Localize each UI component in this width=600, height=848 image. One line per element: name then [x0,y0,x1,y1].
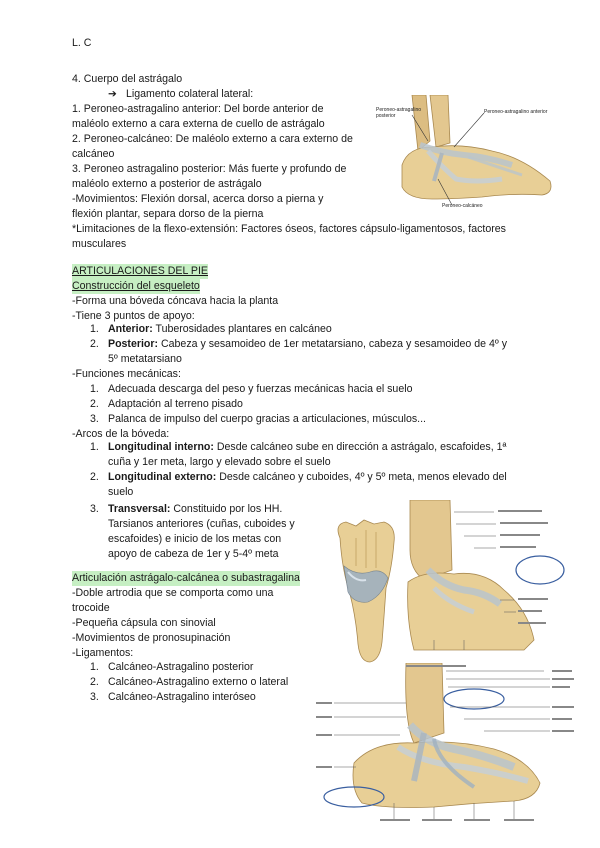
list-number: 3. [90,691,99,703]
text-line: -Tiene 3 puntos de apoyo: [72,310,195,322]
text-line: flexión plantar, separa dorso de la pierna [72,208,264,220]
text-line: 2. Peroneo-calcáneo: De maléolo externo a cara externo de [72,133,353,145]
list-item-term: Transversal: [108,503,171,515]
list-item [108,337,507,352]
figure-label: Peroneo-calcáneo [442,203,483,209]
list-number: 1. [90,441,99,453]
medial-ligaments-illustration [314,663,576,823]
list-item-text: Desde calcáneo sube en dirección a astrágalo, escafoides, 1ª [213,441,507,453]
text-line: maléolo externo a cara externa de cuello de astrágalo [72,118,325,130]
list-item-text: Desde calcáneo y cuboides, 4º y 5º meta, menos elevado del [216,471,507,483]
lateral-ankle-illustration [372,95,557,213]
list-item-continuation: suelo [108,486,134,498]
list-item [108,502,282,517]
list-item-text: Constituido por los HH. [170,503,283,515]
figure-label: Peroneo-astragalino anterior [484,109,548,115]
list-item-text: Adaptación al terreno pisado [108,398,243,410]
list-number: 3. [90,503,99,515]
text-line: -Funciones mecánicas: [72,368,181,380]
list-number: 2. [90,338,99,350]
text-line: maléolo externo a posterior de astrágalo [72,178,262,190]
list-item-text: Cabeza y sesamoideo de 1er metatarsiano, cabeza y sesamoideo de 4º y [158,338,507,350]
list-number: 3. [90,413,99,425]
list-item [108,440,506,455]
section-title: ARTICULACIONES DEL PIE [72,264,208,279]
list-item-text: Calcáneo-Astragalino posterior [108,661,254,673]
list-item-continuation: cuña y 1er meta, largo y elevado sobre el suelo [108,456,331,468]
list-item-text: Palanca de impulso del cuerpo gracias a articulaciones, músculos... [108,413,426,425]
list-item-term: Posterior: [108,338,159,350]
list-item-continuation: 5º metatarsiano [108,353,182,365]
plantar-foot-illustration [326,518,406,664]
medial-ankle-illustration [404,500,572,652]
list-item-term: Anterior: [108,323,153,335]
text-line: -Movimientos de pronosupinación [72,632,231,644]
section-subtitle: Construcción del esqueleto [72,279,200,294]
list-item-text: Adecuada descarga del peso y fuerzas mecánicas hacia el suelo [108,383,413,395]
list-item-term: Longitudinal interno: [108,441,214,453]
list-number: 2. [90,471,99,483]
list-item-continuation: Tarsianos anteriores (cuñas, cuboides y [108,518,295,530]
list-item-continuation: escafoides) e inicio de los metas con [108,533,282,545]
list-number: 1. [90,661,99,673]
text-line: -Doble artrodia que se comporta como una [72,587,274,599]
text-line: -Ligamentos: [72,647,134,659]
text-line: 3. Peroneo astragalino posterior: Más fuerte y profundo de [72,163,347,175]
list-item-text: Calcáneo-Astragalino externo o lateral [108,676,289,688]
figure-label: Peroneo-astragalino posterior [376,107,422,119]
list-item-text: Tuberosidades plantares en calcáneo [152,323,332,335]
list-item-text: Calcáneo-Astragalino interóseo [108,691,256,703]
list-number: 1. [90,323,99,335]
text-line: musculares [72,238,127,250]
list-number: 2. [90,676,99,688]
list-item-term: Longitudinal externo: [108,471,217,483]
text-line: -Forma una bóveda cóncava hacia la planta [72,295,279,307]
arrow-item [108,87,253,102]
arrow-item-label: Ligamento colateral lateral: [126,88,254,100]
text-line: *Limitaciones de la flexo-extensión: Factores óseos, factores cápsulo-ligamentosos, factores [72,223,506,235]
text-line: calcáneo [72,148,115,160]
list-number: 1. [90,383,99,395]
text-line: trocoide [72,602,110,614]
list-item-continuation: apoyo de cabeza de 1er y 5-4º meta [108,548,279,560]
arrow-icon: ➔ [108,88,117,100]
section-heading: 4. Cuerpo del astrágalo [72,73,183,85]
text-line: -Arcos de la bóveda: [72,428,170,440]
section-title: Articulación astrágalo-calcánea o subastragalina [72,571,300,586]
text-line: -Movimientos: Flexión dorsal, acerca dorso a pierna y [72,193,324,205]
text-line: -Pequeña cápsula con sinovial [72,617,216,629]
text-line: 1. Peroneo-astragalino anterior: Del borde anterior de [72,103,324,115]
list-item [108,322,332,337]
list-item [108,470,507,485]
author-initials: L. C [72,37,92,49]
list-number: 2. [90,398,99,410]
